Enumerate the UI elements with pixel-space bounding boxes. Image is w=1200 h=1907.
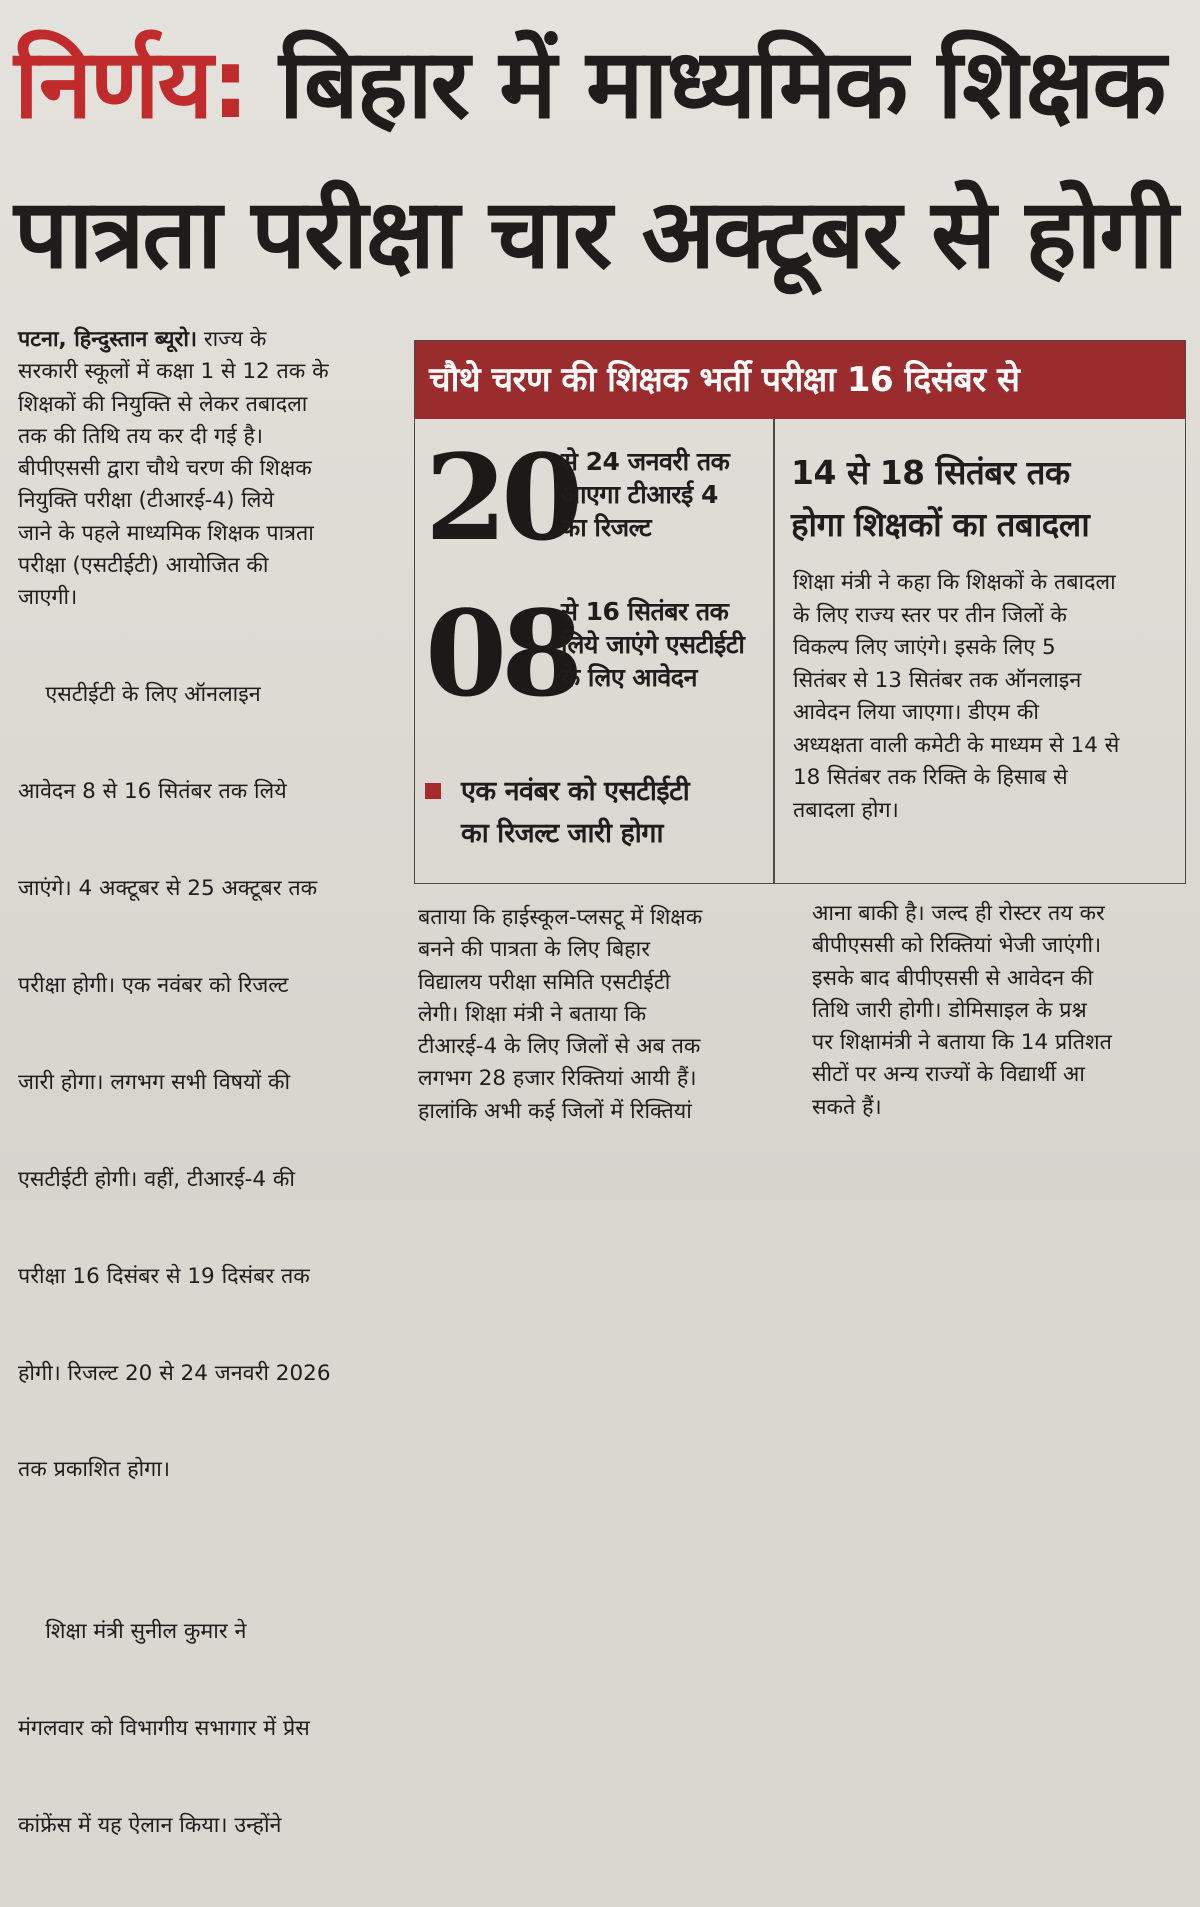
text-line: परीक्षा 16 दिसंबर से 19 दिसंबर तक (18, 1263, 310, 1289)
text-line: जाने के पहले माध्यमिक शिक्षक पात्रता (18, 520, 314, 546)
left-article-column (18, 324, 388, 1907)
text-line: एक नवंबर को एसटीईटी (461, 776, 690, 807)
text-line: टीआरई-4 के लिए जिलों से अब तक (418, 1034, 701, 1060)
info-box-divider (773, 419, 775, 883)
text-line: विकल्प लिए जाएंगे। इसके लिए 5 (793, 635, 1056, 660)
big-number-08: 08 (425, 584, 578, 723)
text-line (18, 324, 388, 356)
text-line: अध्यक्षता वाली कमेटी के माध्यम से 14 से (793, 732, 1120, 758)
text-line: विद्यालय परीक्षा समिति एसटीईटी (418, 969, 671, 995)
text-line: आना बाकी है। जल्द ही रोस्टर तय कर (812, 901, 1105, 926)
text-line: इसके बाद बीपीएससी से आवेदन की (812, 965, 1094, 991)
headline-line-1-text: बिहार में माध्यमिक शिक्षक (247, 28, 1165, 140)
text-line: हालांकि अभी कई जिलों में रिक्तियां (418, 1098, 692, 1124)
text-line: का रिजल्ट (561, 513, 652, 542)
text-line: 14 से 18 सितंबर तक (791, 453, 1070, 492)
item-1-text (561, 445, 729, 544)
text-line: आवेदन लिया जाएगा। डीएम की (793, 700, 1039, 725)
text-line: एसटीईटी होगी। वहीं, टीआरई-4 की (18, 1166, 295, 1192)
right-article-column (812, 898, 1192, 1124)
text-line: लगभग 28 हजार रिक्तियां आयी हैं। (418, 1066, 697, 1092)
text-line: शिक्षकों की नियुक्ति से लेकर तबादला (18, 391, 308, 417)
big-number-20: 20 (425, 428, 578, 567)
text-line: के लिए आवेदन (561, 663, 697, 692)
text-line: लेगी। शिक्षा मंत्री ने बताया कि (418, 1001, 647, 1027)
text-line: मंगलवार को विभागीय सभागार में प्रेस (18, 1715, 310, 1741)
text-line: सकते हैं। (812, 1094, 882, 1120)
text-line: एसटीईटी के लिए ऑनलाइन (18, 682, 261, 708)
text-line: से 16 सितंबर तक (561, 597, 729, 626)
middle-article-column (418, 902, 778, 1128)
text-line: जाएगी। (18, 585, 78, 611)
text-line: परीक्षा होगी। एक नवंबर को रिजल्ट (18, 972, 289, 998)
text-line: होगा शिक्षकों का तबादला (791, 505, 1090, 544)
left-paragraph-3 (18, 1551, 388, 1906)
text-line: आवेदन 8 से 16 सितंबर तक लिये (18, 779, 287, 805)
left-paragraph-1 (18, 324, 388, 615)
text-line: बीपीएससी द्वारा चौथे चरण की शिक्षक (18, 456, 312, 482)
info-box-header: चौथे चरण की शिक्षक भर्ती परीक्षा 16 दिसंबर से (415, 341, 1185, 419)
text-line: तक की तिथि तय कर दी गई है। (18, 423, 264, 449)
text-line: सरकारी स्कूलों में कक्षा 1 से 12 तक के (18, 359, 329, 385)
text-line: पर शिक्षामंत्री ने बताया कि 14 प्रतिशत (812, 1030, 1112, 1056)
dateline: पटना, हिन्दुस्तान ब्यूरो। (18, 327, 198, 352)
text-line: तक प्रकाशित होगा। (18, 1457, 171, 1483)
text-line: बनने की पात्रता के लिए बिहार (418, 937, 651, 963)
headline-tag: निर्णय: (14, 28, 248, 140)
text-line: सीटों पर अन्य राज्यों के विद्यार्थी आ (812, 1062, 1085, 1088)
text-line: का रिजल्ट जारी होगा (461, 818, 663, 849)
text-line: आएगा टीआरई 4 (561, 480, 718, 509)
text-line: कांफ्रेंस में यह ऐलान किया। उन्होंने (18, 1812, 282, 1838)
text-line: लिये जाएंगे एसटीईटी (561, 630, 745, 659)
text-line: तबादला होग। (793, 797, 899, 823)
headline-line-2: पात्रता परीक्षा चार अक्टूबर से होगी (14, 178, 1177, 290)
text-line: नियुक्ति परीक्षा (टीआरई-4) लिये (18, 488, 274, 514)
bullet-note-text (461, 771, 689, 855)
text-line: बीपीएससी को रिक्तियां भेजी जाएंगी। (812, 933, 1102, 959)
left-paragraph-2 (18, 615, 388, 1552)
text-line: से 24 जनवरी तक (561, 447, 730, 476)
text-line: शिक्षा मंत्री ने कहा कि शिक्षकों के तबादला (793, 570, 1116, 595)
text-line: परीक्षा (एसटीईटी) आयोजित की (18, 553, 269, 579)
item-2-text (561, 595, 744, 694)
text-line: 18 सितंबर तक रिक्ति के हिसाब से (793, 765, 1068, 790)
text-line: शिक्षा मंत्री सुनील कुमार ने (18, 1618, 247, 1644)
text-line-segment: राज्य के (197, 327, 267, 352)
text-line: होगी। रिजल्ट 20 से 24 जनवरी 2026 (18, 1360, 331, 1386)
headline (14, 20, 1194, 298)
text-line: जाएंगे। 4 अक्टूबर से 25 अक्टूबर तक (18, 876, 318, 902)
square-bullet-icon (425, 783, 441, 799)
text-line: जारी होगा। लगभग सभी विषयों की (18, 1069, 291, 1095)
text-line: के लिए राज्य स्तर पर तीन जिलों के (793, 602, 1067, 628)
transfer-subheading (791, 447, 1089, 551)
text-line: सितंबर से 13 सितंबर तक ऑनलाइन (793, 667, 1082, 693)
info-box (414, 340, 1186, 884)
transfer-body (793, 567, 1119, 827)
text-line: बताया कि हाईस्कूल-प्लसटू में शिक्षक (418, 905, 703, 930)
headline-line-1 (14, 20, 1194, 148)
text-line: तिथि जारी होगी। डोमिसाइल के प्रश्न (812, 997, 1087, 1023)
